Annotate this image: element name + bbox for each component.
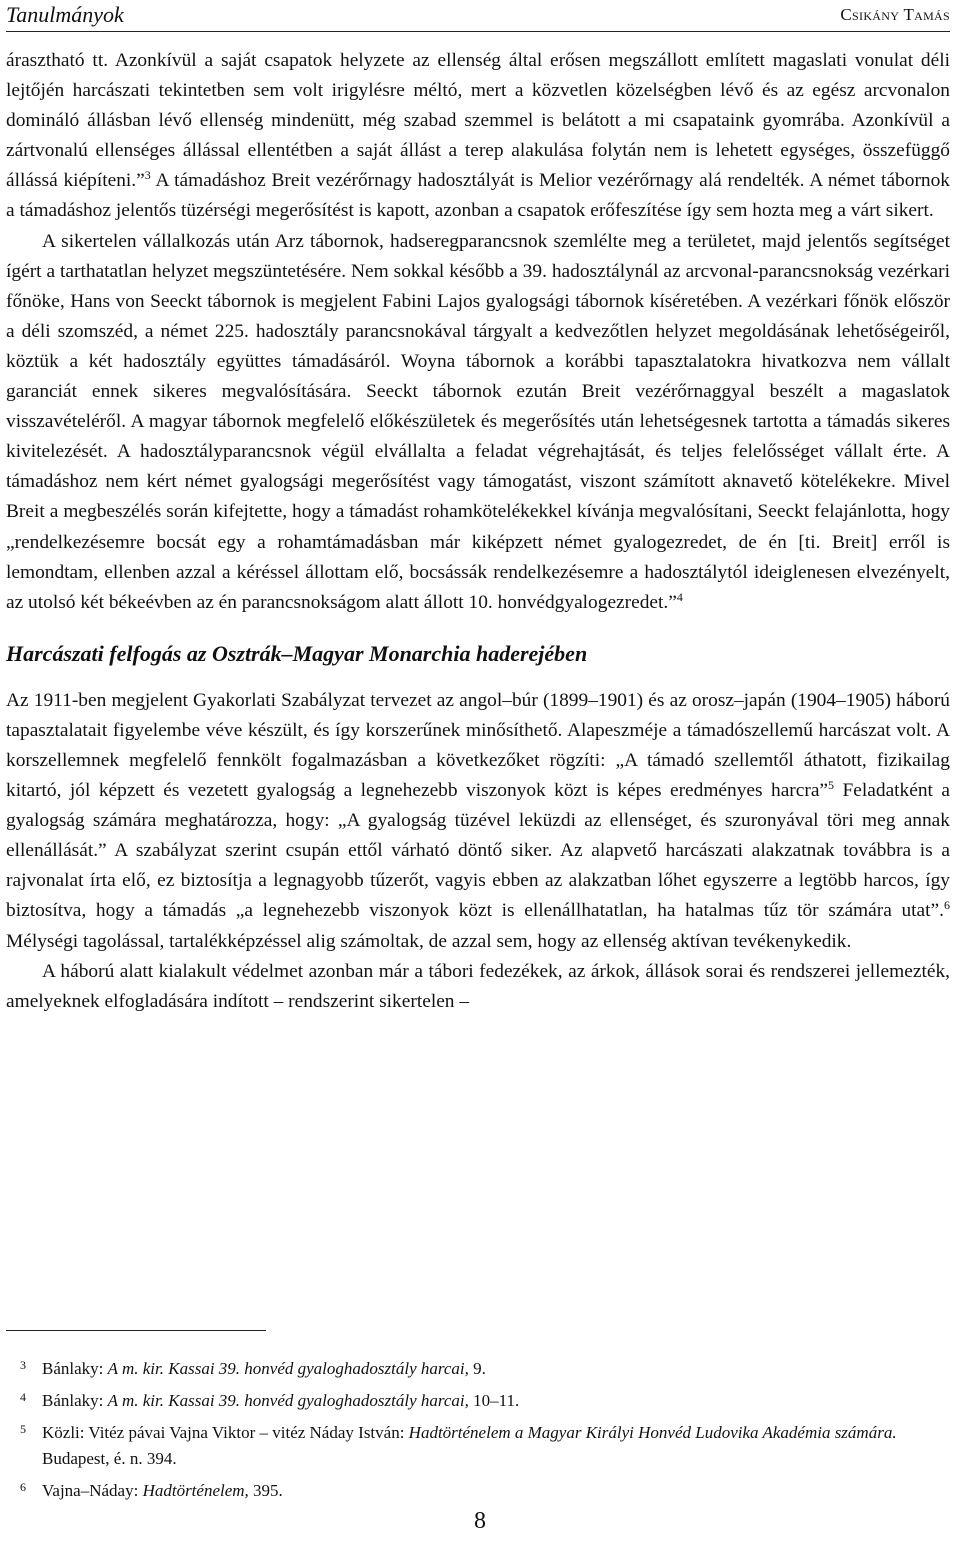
paragraph-2-text: A sikertelen vállalkozás után Arz tábornok, hadseregparancsnok szemlélte meg a területet, majd jelentős segítséget ígért a tarthatatlan helyzet megszüntetésére. Nem sokkal később a 39. hadosztálynál az arcvonal-parancsnokság vezérkari főnöke, Hans von Seeckt tábornok is megjelent Fabini Lajos gyalogsági tábornok kíséretében. A vezérkari főnök először a déli szomszéd, a német 225. hadosztály parancsnokával tárgyalt a kedvezőtlen helyzet megoldásának lehetőségeiről, köztük a két hadosztály együttes támadásáról. Woyna tábornok a korábbi tapasztalatokra hivatkozva nem vállalt garanciát ennek sikeres megvalósítására. Seeckt tábornok ezután Breit vezérőrnaggyal beszélt a magaslatok visszavételéről. A magyar tábornok megfelelő előkészületek és megerősítés után lehetségesnek tartotta a támadás sikeres kivitelezését. A hadosztályparancsnok végül elvállalta a feladat végrehajtását, és teljes felelősséget vállalt érte. A támadáshoz nem kért német gyalogsági megerősítést vagy támogatást, viszont számított aknavető kötelékekre. Mivel Breit a megbeszélés során kifejtette, hogy a támadást rohamkötelékekkel kívánja megvalósítani, Seeckt felajánlotta, hogy „rendelkezésemre bocsát egy a rohamtámadásban már kiképzett német gyalogezredet, de én [ti. Breit] erről is lemondtam, ellenben azzal a kéréssel állottam elő, bocsássák rendelkezésemre a hadosztálytól ideiglenesen elvezényelt, az utolsó két békeévben az én parancsnokságom alatt állott 10. honvédgyalogezredet.” — [6, 230, 950, 613]
footnote-number: 5 — [20, 1422, 26, 1436]
footnote-number: 4 — [20, 1390, 26, 1404]
paragraph-3-end: Mélységi tagolással, tartalékképzéssel alig számoltak, de azzal sem, hogy az ellenség aktívan tevékenykedik. — [6, 930, 852, 952]
paragraph-3-continued: Feladatként a gyalogság számára meghatározza, hogy: „A gyalogság tüzével leküzdi az ellenséget, és szuronyával töri meg annak ellenállását.” A szabályzat szerint csupán ettől várható döntő siker. Az alapvető harcászati alakzatnak továbbra is a rajvonalat írta elő, ez biztosítja a legnagyobb tűzerőt, vagyis ebben az alakzatban lőhet egyszerre a legtöbb harcos, így biztosítva, hogy a támadás „a legnehezebb viszonyok közt is ellenállhatatlan, ha hatalmas tűz tör számára utat”. — [6, 780, 950, 922]
section-heading: Harcászati felfogás az Osztrák–Magyar Monarchia haderejében — [6, 640, 588, 666]
footnote-text: Bánlaky: A m. kir. Kassai 39. honvéd gyaloghadosztály harcai, 10–11. — [42, 1391, 520, 1410]
footnote-ref-4[interactable]: 4 — [676, 589, 683, 604]
footnote-ref-5[interactable]: 5 — [828, 778, 835, 793]
running-header — [6, 0, 950, 30]
paragraph-1-continued: A támadáshoz Breit vezérőrnagy hadosztályát is Melior vezérőrnagy alá rendelték. A német tábornok a támadáshoz jelentős tüzérségi megerősítést is kapott, azonban a csapatok erőfeszítése így sem hozta meg a várt sikert. — [6, 170, 950, 222]
paragraph-4: A háború alatt kialakult védelmet azonban már a tábori fedezékek, az árkok, állások sorai és rendszerei jellemezték, amelyeknek elfogladására indított – rendszerint sikertelen – — [6, 960, 950, 1012]
paragraph-2 — [6, 227, 950, 618]
author-name: Csikány Tamás — [840, 5, 950, 24]
paragraph-1-text: árasztható tt. Azonkívül a saját csapatok helyzete az ellenség által erősen megszállott említett magaslati vonulat déli lejtőjén harcászati tekintetben sem volt irigylésre méltó, mert a közvetlen közelségben lévő és az egész arcvonalon domináló állásban lévő ellenség mindenütt, még szabad szemmel is belátott a mi csapataink gyomrába. Azonkívül a zártvonalú ellenséges állással ellentétben a saját állást a terep alakulása folytán nem is lehetett egységes, összefüggő állássá kiépíteni.” — [6, 50, 950, 192]
paragraph-3-text: Az 1911-ben megjelent Gyakorlati Szabályzat tervezet az angol–búr (1899–1901) és az orosz–japán (1904–1905) háború tapasztalatait figyelembe véve készült, és így korszerűnek minősíthető. Alapeszméje a támadószellemű harcászat volt. A korszellemnek megfelelő fennkölt fogalmazásban a következőket rögzíti: „A támadó szellemtől áthatott, fizikailag kitartó, jól képzett és vezetett gyalogság a legnehezebb viszonyok közt is képes eredményes harcra” — [6, 689, 950, 802]
footnote-ref-3[interactable]: 3 — [144, 168, 151, 183]
footnote — [6, 1388, 950, 1414]
page-number: 8 — [474, 1508, 486, 1534]
footnote-number: 6 — [20, 1480, 26, 1494]
footnote-text: Bánlaky: A m. kir. Kassai 39. honvéd gyaloghadosztály harcai, 9. — [42, 1359, 486, 1378]
header-rule — [6, 31, 950, 32]
footnote — [6, 1478, 950, 1504]
footnote-number: 3 — [20, 1358, 26, 1372]
footnote-text: Közli: Vitéz pávai Vajna Viktor – vitéz Náday István: Hadtörténelem a Magyar Királyi Honvéd Ludovika Akadémia számára. Budapest, é. n. 394. — [42, 1423, 897, 1468]
footnote — [6, 1356, 950, 1382]
footnote-ref-6[interactable]: 6 — [944, 898, 950, 913]
footnotes — [6, 1356, 950, 1510]
footnote-separator — [6, 1330, 266, 1331]
article-body — [6, 46, 950, 1017]
footnote — [6, 1420, 950, 1472]
footnote-text: Vajna–Náday: Hadtörténelem, 395. — [42, 1481, 283, 1500]
section-title: Tanulmányok — [6, 2, 124, 27]
paragraph-1 — [6, 46, 950, 227]
paragraph-3 — [6, 686, 950, 957]
